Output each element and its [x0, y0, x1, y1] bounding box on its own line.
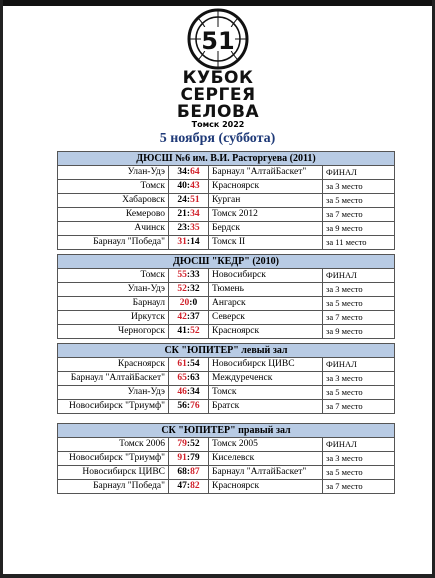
results-table-jupiter-right: [57, 423, 395, 494]
score-home: 56: [177, 401, 187, 411]
score: [169, 311, 209, 325]
score-separator: :: [186, 181, 191, 191]
team-home: Красноярск: [58, 358, 169, 372]
team-home: Томск: [58, 269, 169, 283]
table-title: СК "ЮПИТЕР" правый зал: [58, 424, 395, 438]
logo-word-kubok: КУБОК: [182, 68, 254, 88]
game-row: [58, 236, 395, 250]
logo-city-year: Томск 2022: [191, 120, 245, 129]
game-row: [58, 222, 395, 236]
score-separator: :: [186, 481, 191, 491]
placement-stage: за 3 место: [323, 452, 395, 466]
score-separator: :: [186, 237, 191, 247]
score-separator: :: [186, 223, 191, 233]
team-away: Новосибирск: [209, 269, 323, 283]
score-home: 31: [177, 237, 187, 247]
team-away: Междуреченск: [209, 372, 323, 386]
score: [169, 325, 209, 339]
team-home: Томск 2006: [58, 438, 169, 452]
team-away: Томск II: [209, 236, 323, 250]
game-row: [58, 438, 395, 452]
game-row: [58, 480, 395, 494]
score: [169, 438, 209, 452]
score-away: 14: [190, 237, 200, 247]
table-title: СК "ЮПИТЕР" левый зал: [58, 344, 395, 358]
score-home: 61: [177, 359, 187, 369]
score-away: 35: [190, 223, 200, 233]
schedule-date: 5 ноября (суббота): [159, 131, 276, 146]
score-away: 51: [190, 195, 200, 205]
team-home: Иркутск: [58, 311, 169, 325]
team-away: Красноярск: [209, 180, 323, 194]
team-home: Улан-Удэ: [58, 386, 169, 400]
score-separator: :: [186, 195, 191, 205]
results-table-kedr: [57, 254, 395, 339]
game-row: [58, 466, 395, 480]
game-row: [58, 180, 395, 194]
score-home: 34: [177, 167, 187, 177]
placement-stage: за 9 место: [323, 325, 395, 339]
score: [169, 166, 209, 180]
score-home: 21: [177, 209, 187, 219]
score: [169, 386, 209, 400]
team-home: Улан-Удэ: [58, 283, 169, 297]
score-away: 63: [190, 373, 200, 383]
score: [169, 222, 209, 236]
table-title: ДЮСШ "КЕДР" (2010): [58, 255, 395, 269]
game-row: [58, 386, 395, 400]
score: [169, 269, 209, 283]
game-row: [58, 269, 395, 283]
team-home: Ачинск: [58, 222, 169, 236]
team-home: Томск: [58, 180, 169, 194]
score-home: 41: [177, 326, 187, 336]
team-away: Курган: [209, 194, 323, 208]
score-away: 87: [190, 467, 200, 477]
score-home: 23: [177, 223, 187, 233]
score-home: 79: [177, 439, 187, 449]
team-away: Томск: [209, 386, 323, 400]
team-away: Красноярск: [209, 325, 323, 339]
team-away: Ангарск: [209, 297, 323, 311]
score-home: 65: [177, 373, 187, 383]
game-row: [58, 166, 395, 180]
score: [169, 297, 209, 311]
team-away: Томск 2005: [209, 438, 323, 452]
logo-word-belova: БЕЛОВА: [176, 102, 260, 122]
team-away: Северск: [209, 311, 323, 325]
team-home: Улан-Удэ: [58, 166, 169, 180]
score-separator: :: [186, 312, 191, 322]
team-home: Барнаул "АлтайБаскет": [58, 372, 169, 386]
score: [169, 194, 209, 208]
tournament-logo: [172, 8, 264, 128]
score-separator: :: [186, 270, 191, 280]
team-away: Тюмень: [209, 283, 323, 297]
team-home: Кемерово: [58, 208, 169, 222]
score-home: 24: [177, 195, 187, 205]
placement-stage: ФИНАЛ: [323, 166, 395, 180]
team-home: Новосибирск "Триумф": [58, 400, 169, 414]
placement-stage: ФИНАЛ: [323, 358, 395, 372]
team-home: Черногорск: [58, 325, 169, 339]
score-separator: :: [186, 401, 191, 411]
placement-stage: за 3 место: [323, 180, 395, 194]
score: [169, 372, 209, 386]
score-separator: :: [186, 326, 191, 336]
team-home: Новосибирск ЦИВС: [58, 466, 169, 480]
photo-frame-left: [0, 0, 3, 578]
score-away: 33: [190, 270, 200, 280]
score-away: 82: [190, 481, 200, 491]
game-row: [58, 283, 395, 297]
results-table-jupiter-left: [57, 343, 395, 414]
game-row: [58, 311, 395, 325]
team-away: Новосибирск ЦИВС: [209, 358, 323, 372]
score: [169, 400, 209, 414]
placement-stage: за 7 место: [323, 208, 395, 222]
score-home: 55: [177, 270, 187, 280]
score-away: 34: [190, 387, 200, 397]
score-away: 64: [190, 167, 200, 177]
team-home: Хабаровск: [58, 194, 169, 208]
score-away: 79: [190, 453, 200, 463]
game-row: [58, 325, 395, 339]
placement-stage: за 5 место: [323, 297, 395, 311]
score-away: 54: [190, 359, 200, 369]
team-away: Киселевск: [209, 452, 323, 466]
team-away: Красноярск: [209, 480, 323, 494]
score-away: 34: [190, 209, 200, 219]
team-away: Бердск: [209, 222, 323, 236]
placement-stage: за 3 место: [323, 372, 395, 386]
logo-word-sergeya: СЕРГЕЯ: [180, 85, 256, 105]
team-away: Томск 2012: [209, 208, 323, 222]
score-away: 32: [190, 284, 200, 294]
score-away: 0: [192, 298, 198, 308]
score: [169, 480, 209, 494]
results-table-dyussh6: [57, 151, 395, 250]
score-separator: :: [186, 359, 191, 369]
logo-number: 51: [201, 27, 235, 55]
game-row: [58, 194, 395, 208]
team-away: Барнаул "АлтайБаскет": [209, 466, 323, 480]
score: [169, 466, 209, 480]
team-away: Барнаул "АлтайБаскет": [209, 166, 323, 180]
game-row: [58, 372, 395, 386]
table-title: ДЮСШ №6 им. В.И. Расторгуева (2011): [58, 152, 395, 166]
game-row: [58, 297, 395, 311]
score-away: 43: [190, 181, 200, 191]
score-home: 42: [177, 312, 187, 322]
score-separator: :: [186, 387, 191, 397]
score-away: 37: [190, 312, 200, 322]
score-away: 76: [190, 401, 200, 411]
score-separator: :: [186, 209, 191, 219]
team-home: Барнаул "Победа": [58, 480, 169, 494]
score-home: 68: [177, 467, 187, 477]
placement-stage: за 7 место: [323, 400, 395, 414]
score: [169, 358, 209, 372]
score-separator: :: [186, 467, 191, 477]
placement-stage: за 7 место: [323, 311, 395, 325]
score-away: 52: [190, 326, 200, 336]
score-home: 40: [177, 181, 187, 191]
game-row: [58, 358, 395, 372]
score-separator: :: [186, 453, 191, 463]
placement-stage: ФИНАЛ: [323, 269, 395, 283]
score: [169, 283, 209, 297]
score: [169, 236, 209, 250]
team-home: Барнаул "Победа": [58, 236, 169, 250]
score: [169, 208, 209, 222]
team-home: Новосибирск "Триумф": [58, 452, 169, 466]
placement-stage: за 7 место: [323, 480, 395, 494]
score-away: 52: [190, 439, 200, 449]
score-home: 46: [177, 387, 187, 397]
placement-stage: за 5 место: [323, 386, 395, 400]
photo-frame-top: [0, 0, 435, 6]
score-separator: :: [186, 373, 191, 383]
placement-stage: за 3 место: [323, 283, 395, 297]
team-away: Братск: [209, 400, 323, 414]
score: [169, 180, 209, 194]
score-separator: :: [186, 167, 191, 177]
score-home: 20: [179, 298, 190, 308]
game-row: [58, 400, 395, 414]
game-row: [58, 208, 395, 222]
score: [169, 452, 209, 466]
score-home: 47: [177, 481, 187, 491]
score-home: 52: [177, 284, 187, 294]
basketball-emblem-icon: [181, 8, 255, 70]
placement-stage: за 5 место: [323, 194, 395, 208]
score-separator: :: [186, 439, 191, 449]
placement-stage: за 9 место: [323, 222, 395, 236]
score-home: 91: [177, 453, 187, 463]
placement-stage: за 11 место: [323, 236, 395, 250]
team-home: Барнаул: [58, 297, 169, 311]
score-separator: :: [189, 298, 193, 308]
score-separator: :: [186, 284, 191, 294]
placement-stage: ФИНАЛ: [323, 438, 395, 452]
game-row: [58, 452, 395, 466]
placement-stage: за 5 место: [323, 466, 395, 480]
photo-frame-bottom: [0, 574, 435, 578]
